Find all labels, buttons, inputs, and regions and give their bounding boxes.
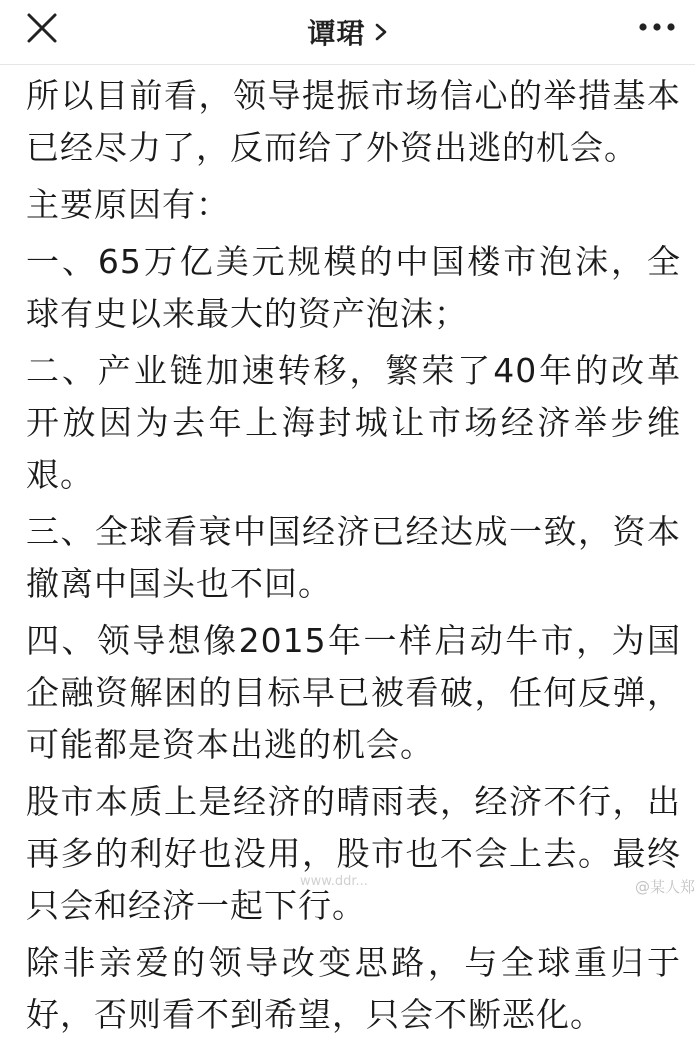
site-watermark: www.ddr... bbox=[300, 874, 368, 889]
more-dots-icon bbox=[635, 14, 679, 50]
post-paragraph: 主要原因有： bbox=[26, 185, 230, 224]
chevron-right-icon bbox=[374, 22, 388, 42]
top-bar bbox=[0, 0, 695, 65]
post-paragraph: 所以目前看，领导提振市场信心的举措基本已经尽力了，反而给了外资出逃的机会。 bbox=[26, 76, 681, 167]
post-paragraph: 一、65万亿美元规模的中国楼市泡沫，全球有史以来最大的资产泡沫； bbox=[26, 242, 681, 333]
post-paragraph: 四、领导想像2015年一样启动牛市，为国企融资解困的目标早已被看破，任何反弹，可能都是资本出逃的机会。 bbox=[26, 621, 681, 764]
page-title: 谭珺 bbox=[307, 17, 366, 50]
post-paragraph: 除非亲爱的领导改变思路，与全球重归于好，否则看不到希望，只会不断恶化。 bbox=[26, 943, 681, 1034]
post-body bbox=[26, 70, 681, 1046]
profile-title-link[interactable] bbox=[0, 0, 695, 64]
post-paragraph: 二、产业链加速转移，繁荣了40年的改革开放因为去年上海封城让市场经济举步维艰。 bbox=[26, 351, 681, 494]
brand-watermark: @某人郑 bbox=[634, 878, 695, 896]
post-paragraph: 股市本质上是经济的晴雨表，经济不行，出再多的利好也没用，股市也不会上去。最终只会和经济一起下行。 bbox=[26, 782, 681, 925]
more-button[interactable] bbox=[635, 14, 679, 50]
post-paragraph: 三、全球看衰中国经济已经达成一致，资本撤离中国头也不回。 bbox=[26, 512, 681, 603]
